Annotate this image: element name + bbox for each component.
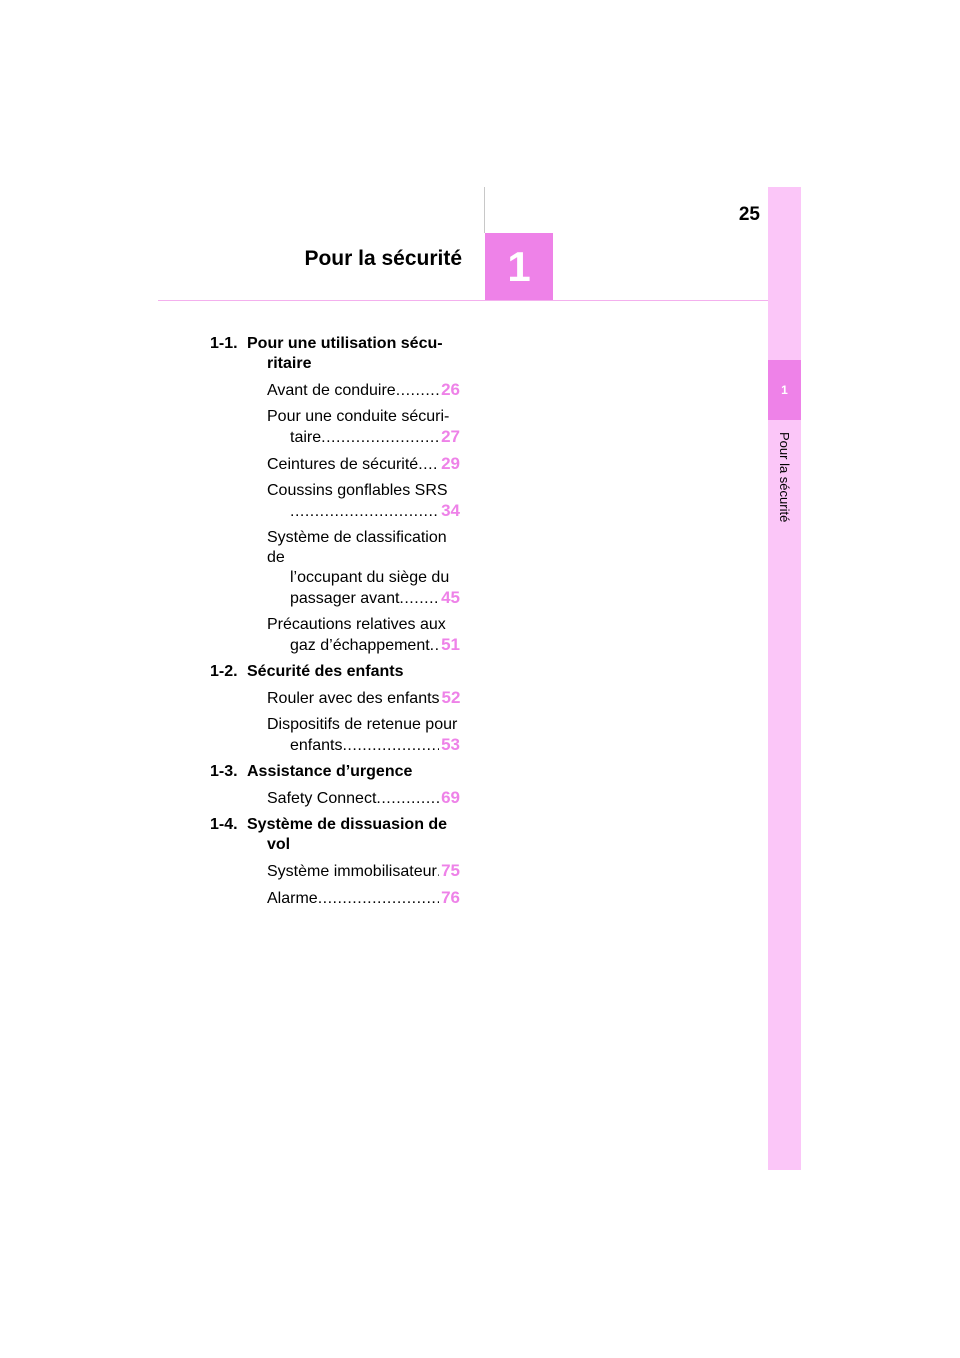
entry-title: Précautions relatives aux [267, 616, 446, 633]
entry-page[interactable]: 51 [441, 635, 460, 654]
side-tab [768, 187, 801, 1170]
table-of-contents [210, 334, 460, 915]
entry-page[interactable]: 45 [441, 588, 460, 607]
section-title: Sécurité des enfants [247, 663, 404, 680]
entry-page[interactable]: 29 [441, 454, 460, 473]
entry-page[interactable]: 27 [441, 427, 460, 446]
entry-title-cont: l’occupant du siège du [290, 569, 450, 586]
entry-title: Safety Connect [267, 790, 377, 807]
leader-dots [376, 789, 439, 809]
toc-entry[interactable] [210, 380, 460, 401]
leader-dots [290, 502, 439, 522]
section-number: 1-4. [210, 816, 238, 833]
entry-page[interactable]: 69 [441, 788, 460, 807]
entry-title-cont: gaz d’échappement [290, 637, 430, 654]
chapter-number-box: 1 [485, 233, 553, 301]
toc-entry[interactable] [210, 788, 460, 809]
leader-dots [430, 636, 439, 656]
leader-dots [399, 589, 439, 609]
section-title: Pour une utilisation sécu-ritaire [247, 335, 443, 372]
entry-title: Coussins gonflables SRS [267, 482, 448, 499]
side-tab-number[interactable]: 1 [768, 360, 801, 420]
entry-title: Système de classification de [267, 529, 447, 566]
entry-page[interactable]: 53 [441, 735, 460, 754]
toc-entry[interactable] [210, 861, 460, 882]
toc-section-1-2[interactable] [210, 662, 460, 682]
leader-dots [342, 736, 439, 756]
entry-title-cont: enfants [290, 737, 343, 754]
toc-entry[interactable] [210, 454, 460, 475]
toc-entry[interactable] [210, 407, 460, 448]
section-title: Système de dissuasion de vol [247, 816, 448, 853]
leader-dots [318, 889, 439, 909]
entry-title: Dispositifs de retenue pour [267, 716, 458, 733]
toc-entry[interactable] [210, 688, 460, 709]
entry-title: Pour une conduite sécuri- [267, 408, 450, 425]
leader-dots [321, 428, 439, 448]
leader-dots [396, 381, 439, 401]
entry-title: Système immobilisateur [267, 863, 437, 880]
toc-section-1-1[interactable] [210, 334, 460, 374]
header-rule [158, 300, 768, 301]
entry-title: Avant de conduire [267, 382, 396, 399]
entry-page[interactable]: 26 [441, 380, 460, 399]
side-tab-label: Pour la sécurité [777, 432, 792, 523]
entry-title: Rouler avec des enfants [267, 690, 440, 707]
header-divider [484, 187, 485, 233]
toc-section-1-4[interactable] [210, 815, 460, 855]
toc-entry[interactable] [210, 888, 460, 909]
section-number: 1-2. [210, 663, 238, 680]
section-title: Assistance d’urgence [247, 763, 413, 780]
entry-page[interactable]: 34 [441, 501, 460, 520]
section-number: 1-1. [210, 335, 238, 352]
entry-page[interactable]: 75 [441, 861, 460, 880]
entry-title: Alarme [267, 890, 318, 907]
entry-title: Ceintures de sécurité [267, 456, 419, 473]
toc-entry[interactable] [210, 715, 460, 756]
toc-section-1-3[interactable] [210, 762, 460, 782]
entry-title-cont: taire [290, 429, 322, 446]
toc-entry[interactable] [210, 528, 460, 609]
leader-dots [418, 455, 439, 475]
entry-title-cont: passager avant [290, 590, 400, 607]
toc-entry[interactable] [210, 615, 460, 656]
entry-page[interactable]: 52 [441, 688, 461, 707]
section-number: 1-3. [210, 763, 238, 780]
toc-entry[interactable] [210, 481, 460, 522]
chapter-title: Pour la sécurité [304, 247, 462, 270]
entry-page[interactable]: 76 [441, 888, 460, 907]
page-number: 25 [738, 204, 760, 225]
